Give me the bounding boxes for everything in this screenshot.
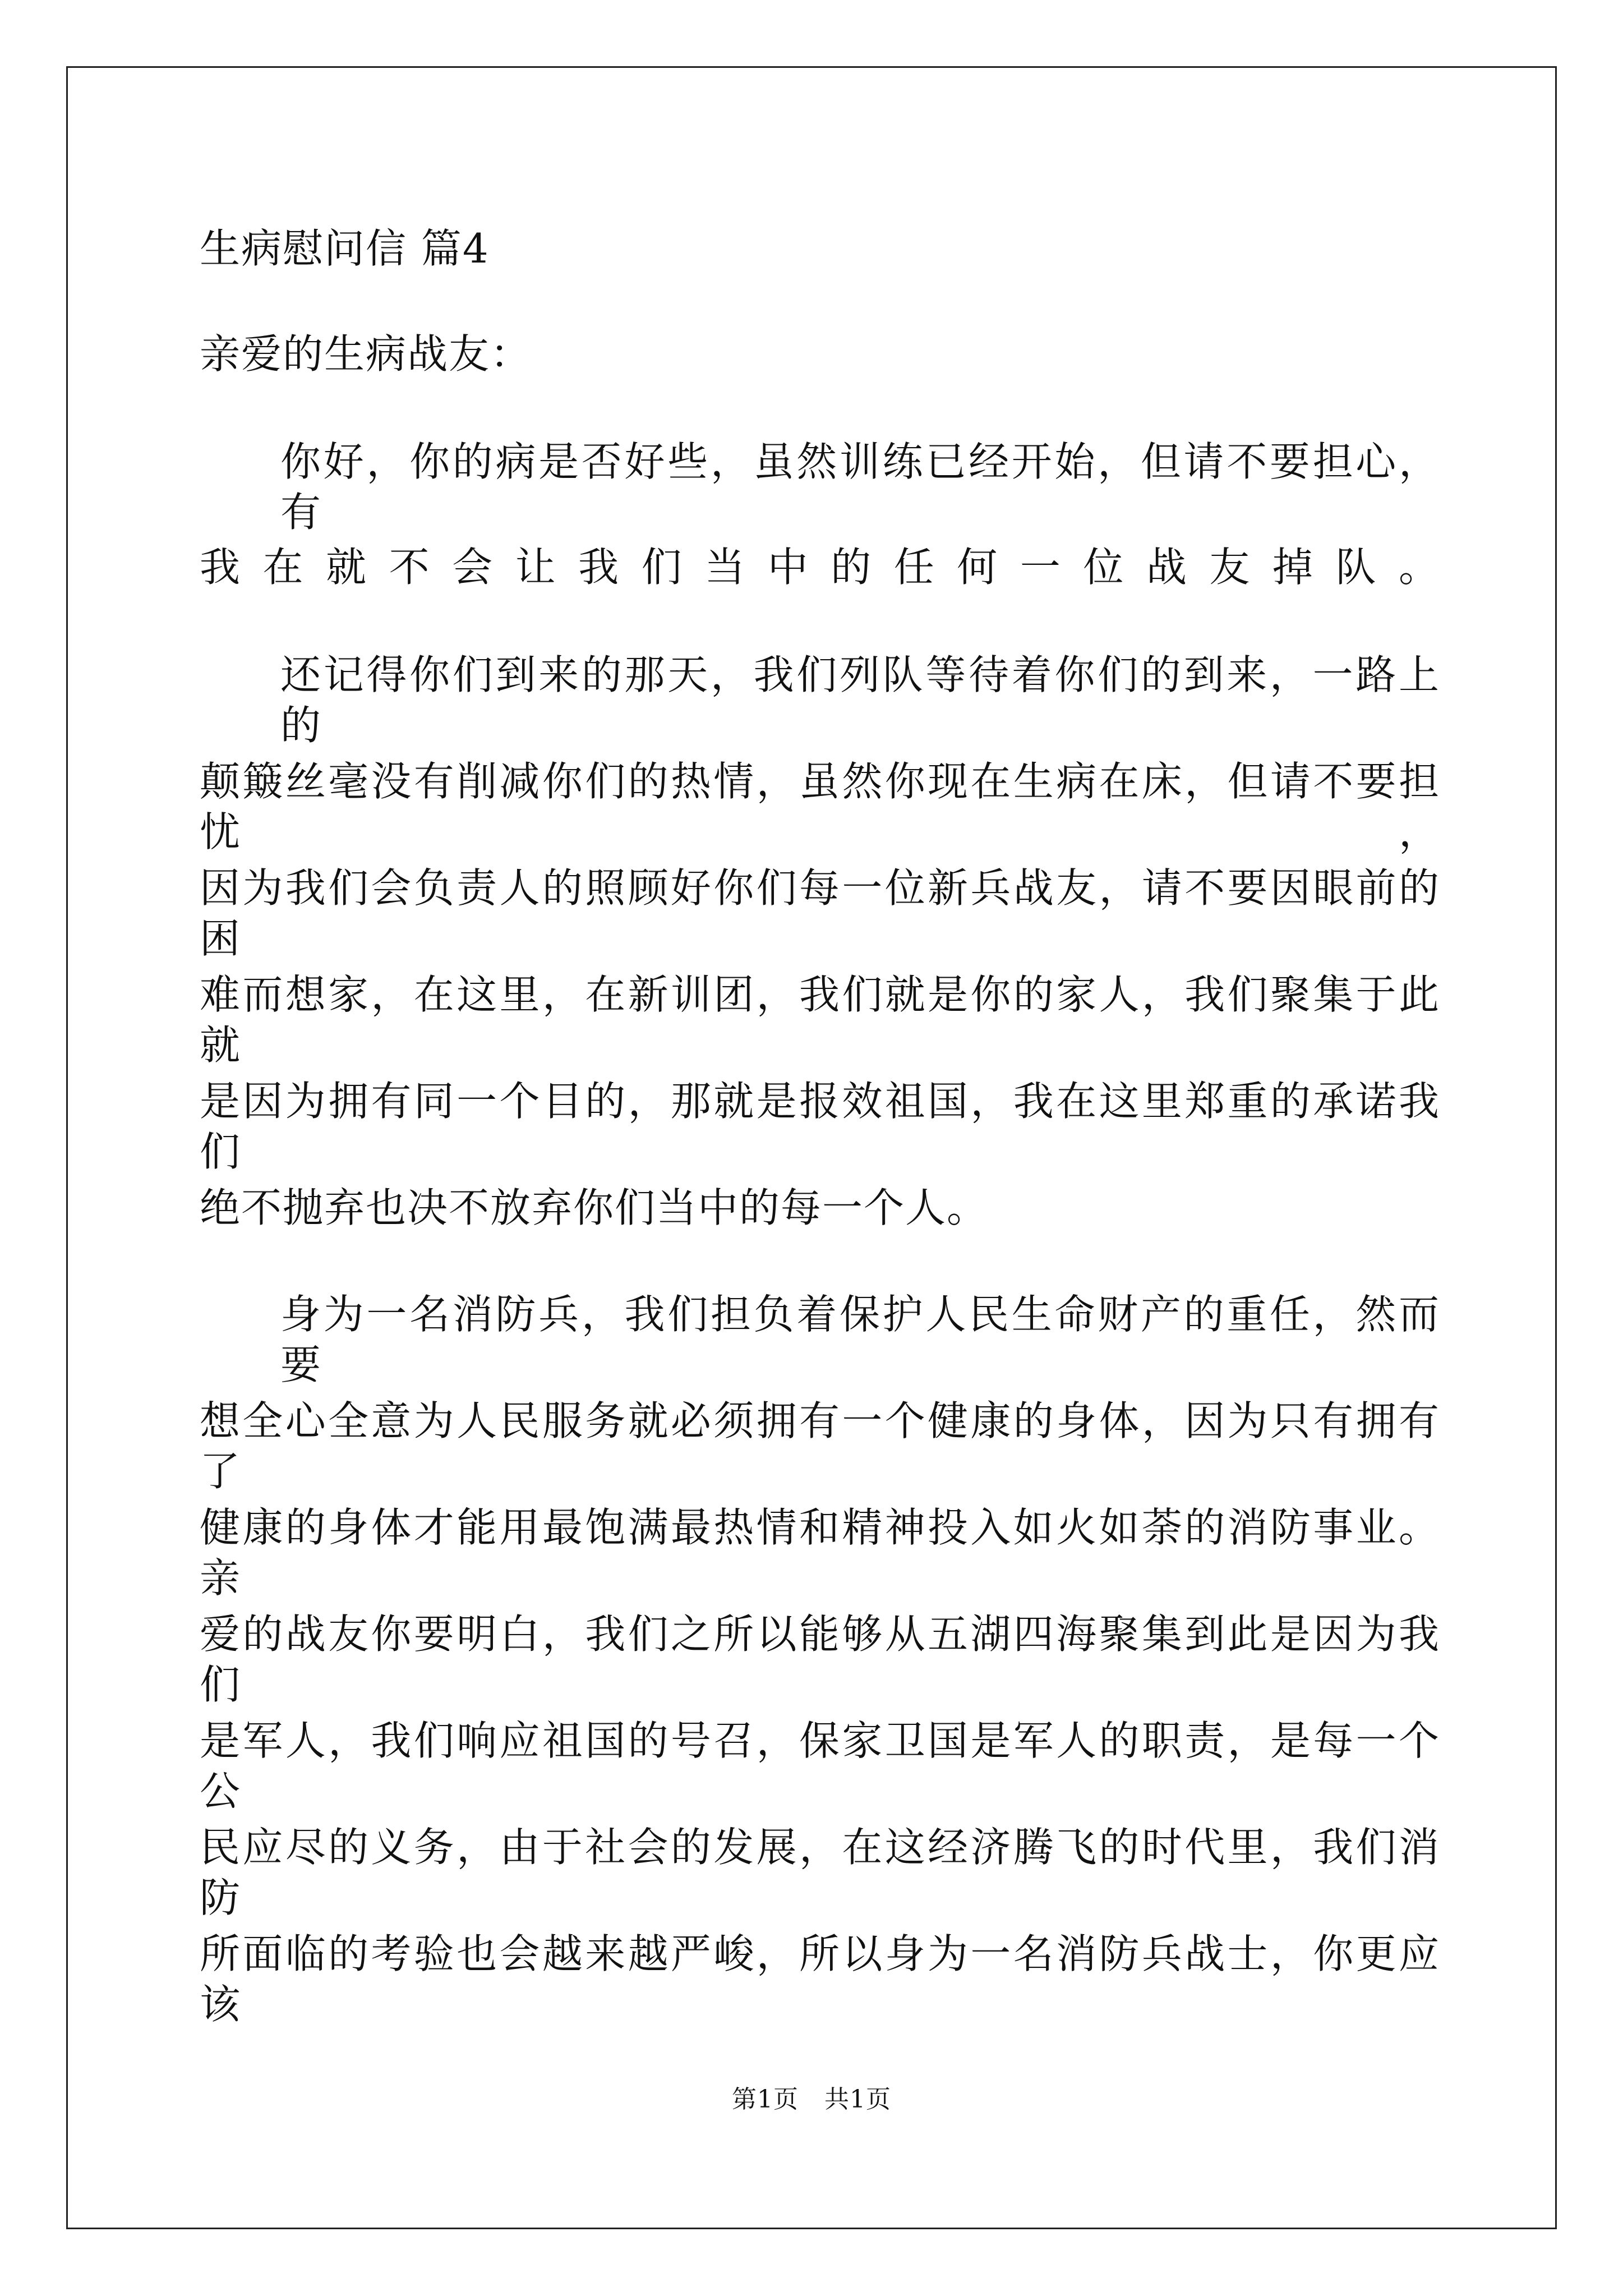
- paragraph-line: 爱的战友你要明白，我们之所以能够从五湖四海聚集到此是因为我们: [200, 1611, 1440, 1708]
- paragraph-line: 难而想家，在这里，在新训团，我们就是你的家人，我们聚集于此就: [200, 971, 1440, 1069]
- paragraph-line: 身为一名消防兵，我们担负着保护人民生命财产的重任，然而要: [280, 1291, 1440, 1388]
- paragraph-line: 我在就不会让我们当中的任何一位战友掉队。: [200, 544, 1440, 591]
- paragraph-line: 想全心全意为人民服务就必须拥有一个健康的身体，因为只有拥有了: [200, 1397, 1440, 1495]
- paragraph-line: 是因为拥有同一个目的，那就是报效祖国，我在这里郑重的承诺我们: [200, 1078, 1440, 1175]
- paragraph-line: 民应尽的义务，由于社会的发展，在这经济腾飞的时代里，我们消防: [200, 1824, 1440, 1921]
- page-number: 第1页: [732, 2085, 799, 2114]
- document-title: 生病慰问信 篇4: [200, 225, 490, 272]
- page-total: 共1页: [824, 2085, 891, 2114]
- paragraph-line: 健康的身体才能用最饱满最热情和精神投入如火如荼的消防事业。亲: [200, 1504, 1440, 1602]
- paragraph-line: 所面临的考验也会越来越严峻，所以身为一名消防兵战士，你更应该: [200, 1930, 1440, 2028]
- paragraph-line: 颠簸丝毫没有削减你们的热情，虽然你现在生病在床，但请不要担忧，: [200, 758, 1440, 855]
- paragraph-line: 是军人，我们响应祖国的号召，保家卫国是军人的职责，是每一个公: [200, 1717, 1440, 1815]
- paragraph-line: 你好，你的病是否好些，虽然训练已经开始，但请不要担心，有: [280, 438, 1440, 536]
- paragraph-line: 绝不抛弃也决不放弃你们当中的每一个人。: [200, 1184, 989, 1231]
- salutation: 亲爱的生病战友：: [200, 330, 532, 378]
- paragraph-line: 还记得你们到来的那天，我们列队等待着你们的到来，一路上的: [280, 651, 1440, 749]
- page-footer: [0, 2086, 1623, 2114]
- paragraph-line: 因为我们会负责人的照顾好你们每一位新兵战友，请不要因眼前的困: [200, 864, 1440, 962]
